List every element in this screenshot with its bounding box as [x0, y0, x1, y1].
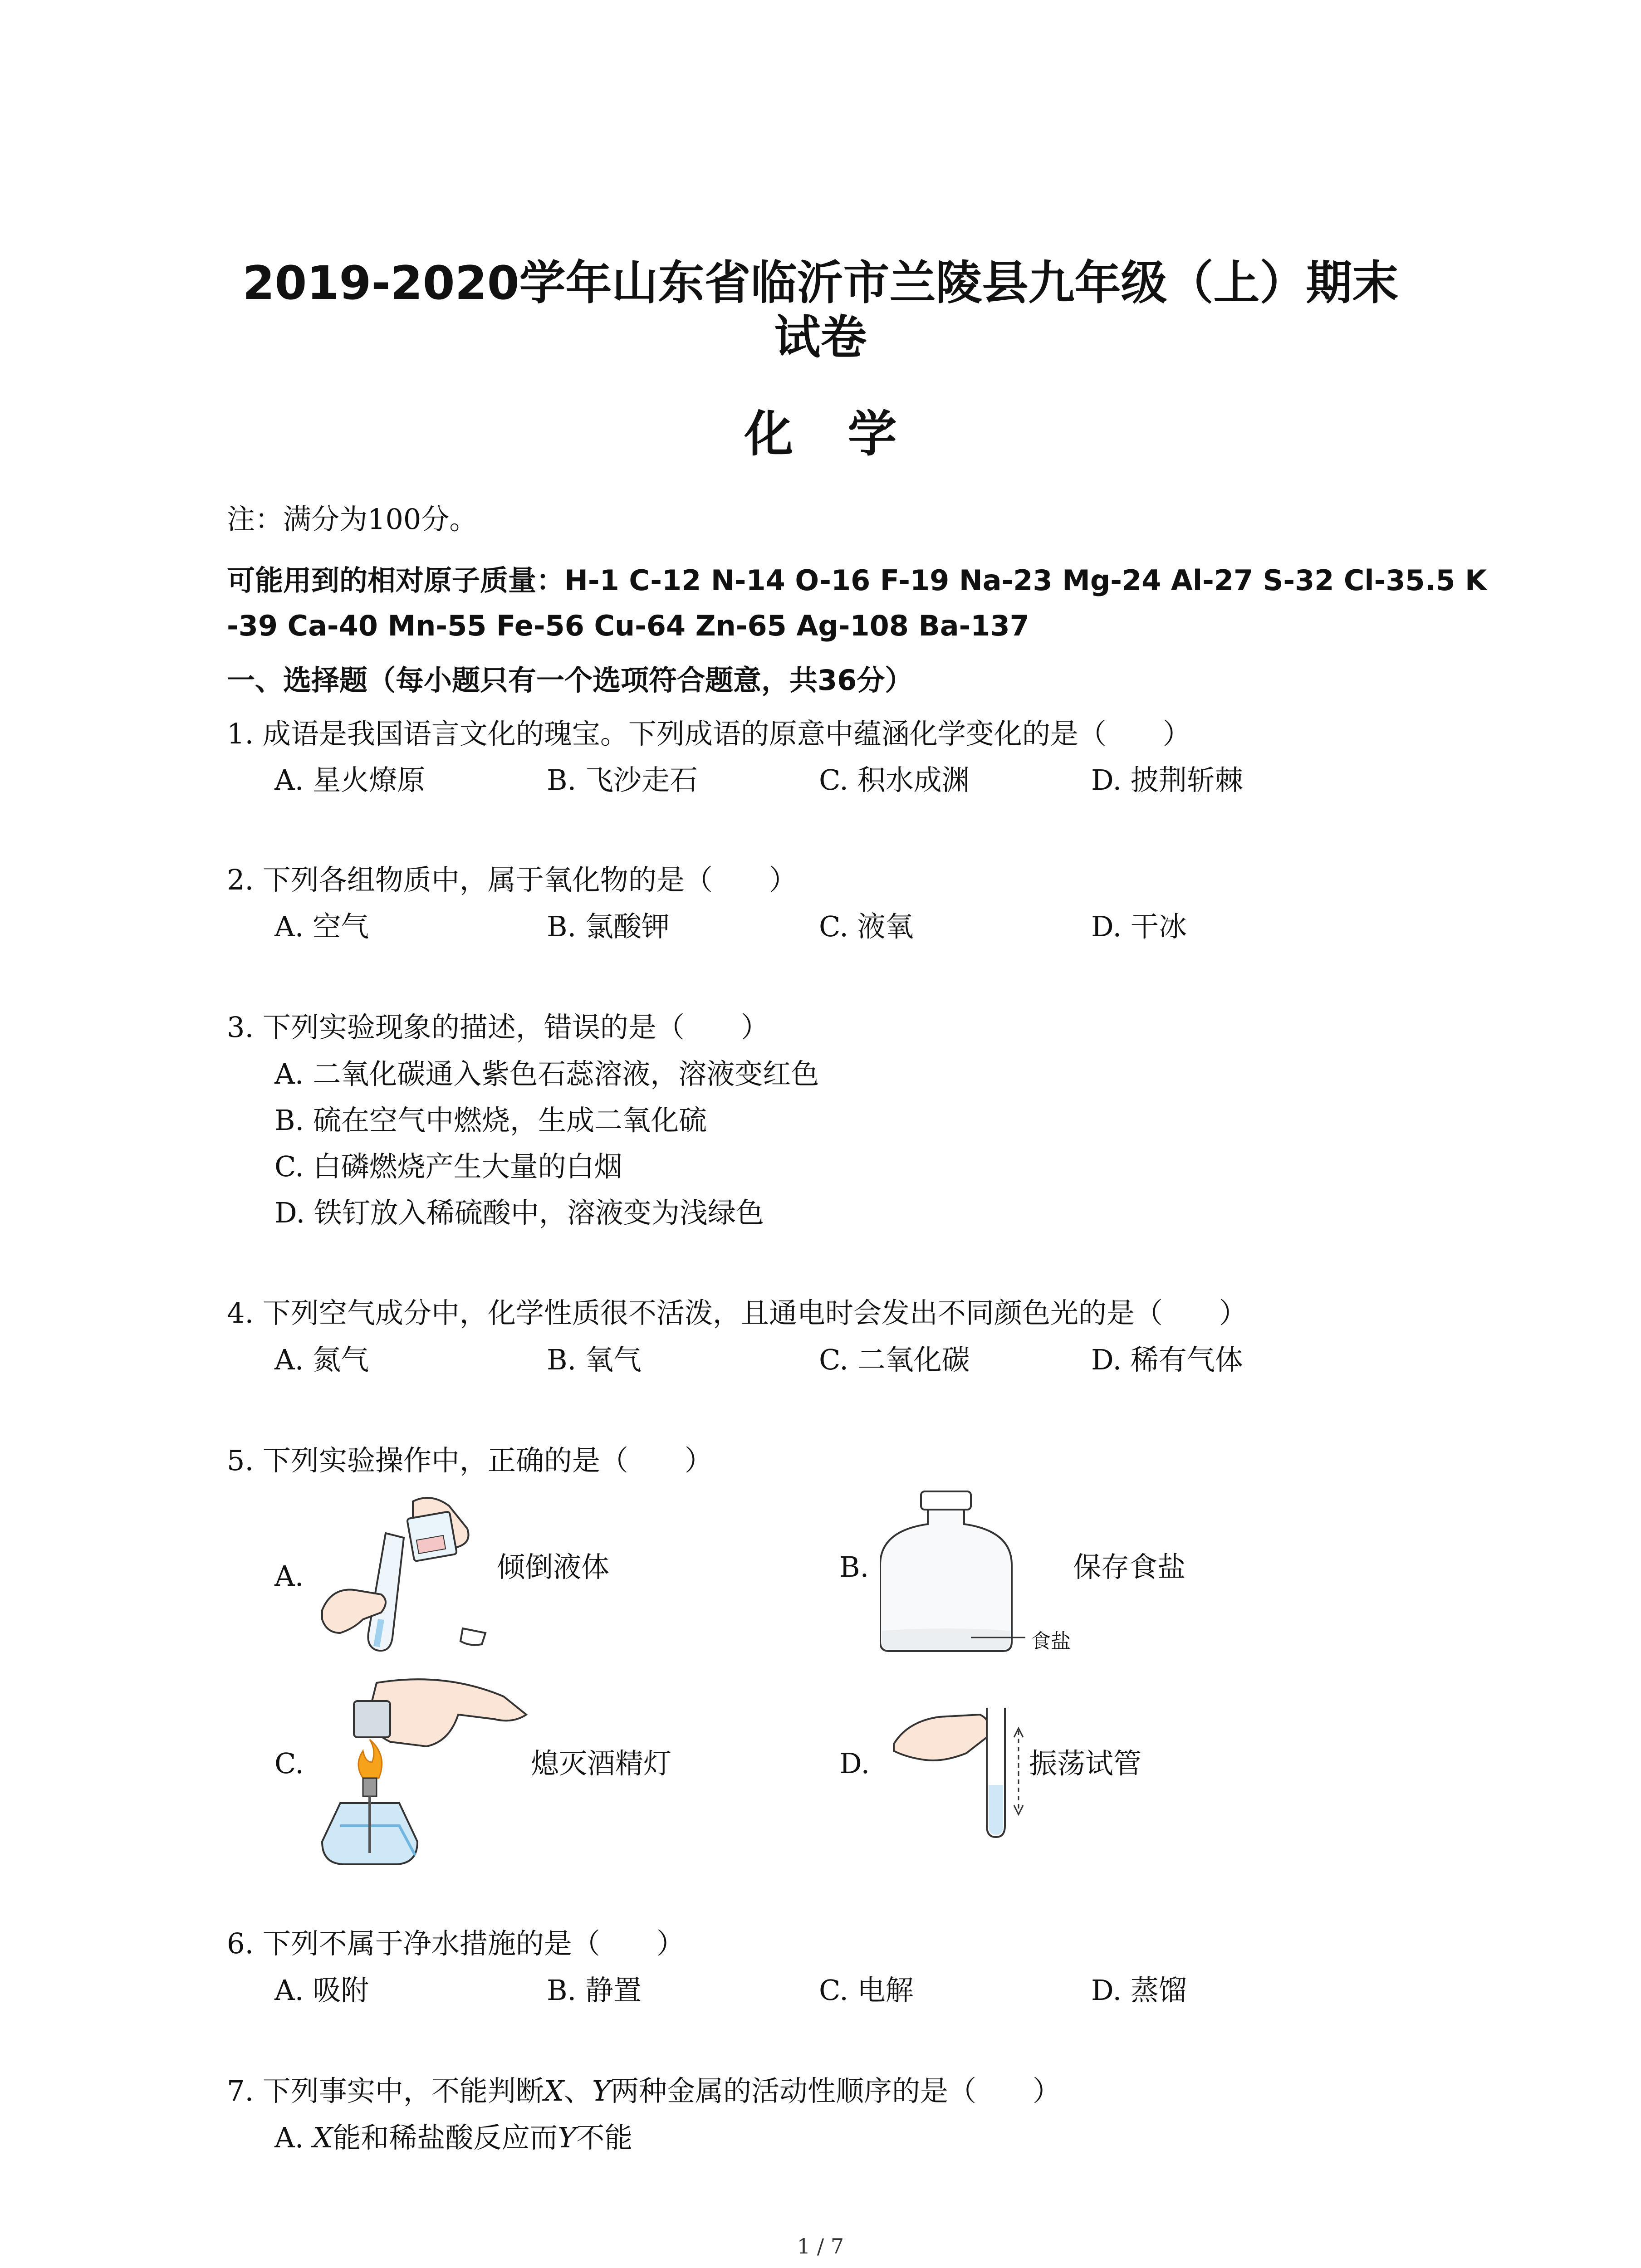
- q7-option-a: A. X能和稀盐酸反应而Y不能: [274, 2121, 633, 2154]
- q2-option-c: C. 液氧: [819, 910, 914, 943]
- q3-option-d: D. 铁钉放入稀硫酸中，溶液变为浅绿色: [274, 1196, 764, 1229]
- q5-option-c: C.: [274, 1747, 304, 1780]
- q6-option-d: D. 蒸馏: [1091, 1974, 1187, 2007]
- atomic-mass-line1: 可能用到的相对原子质量：H-1 C-12 N-14 O-16 F-19 Na-23 Mg-24 Al-27 S-32 Cl-35.5 K: [227, 564, 1487, 597]
- q3-option-a: A. 二氧化碳通入紫色石蕊溶液，溶液变红色: [274, 1057, 819, 1090]
- question-6-stem: 6. 下列不属于净水措施的是（ ）: [227, 1927, 685, 1960]
- score-note: 注：满分为100分。: [227, 503, 478, 536]
- q1-option-b: B. 飞沙走石: [547, 763, 698, 797]
- pour-liquid-figure: [313, 1483, 504, 1674]
- q5-caption-b: 保存食盐: [1073, 1550, 1186, 1584]
- page-number: 1 / 7: [797, 2234, 844, 2258]
- question-5-stem: 5. 下列实验操作中，正确的是（ ）: [227, 1444, 713, 1477]
- alcohol-lamp-figure: [313, 1674, 535, 1873]
- q3-option-c: C. 白磷燃烧产生大量的白烟: [274, 1150, 622, 1183]
- exam-title-line1: 2019-2020学年山东省临沂市兰陵县九年级（上）期末: [242, 256, 1399, 310]
- q2-option-b: B. 氯酸钾: [547, 910, 670, 943]
- question-1-stem: 1. 成语是我国语言文化的瑰宝。下列成语的原意中蕴涵化学变化的是（ ）: [227, 717, 1191, 750]
- q5-caption-a: 倾倒液体: [497, 1550, 610, 1584]
- q6-option-b: B. 静置: [547, 1974, 642, 2007]
- question-4-stem: 4. 下列空气成分中，化学性质很不活泼，且通电时会发出不同颜色光的是（ ）: [227, 1296, 1247, 1330]
- q4-option-a: A. 氮气: [274, 1343, 369, 1376]
- question-2-stem: 2. 下列各组物质中，属于氧化物的是（ ）: [227, 863, 797, 896]
- section-heading: 一、选择题（每小题只有一个选项符合题意，共36分）: [227, 664, 913, 697]
- q4-option-b: B. 氧气: [547, 1343, 642, 1376]
- salt-label: 食盐: [1031, 1630, 1071, 1653]
- q6-option-c: C. 电解: [819, 1974, 914, 2007]
- subject-heading: 化学: [744, 406, 951, 463]
- q5-option-a: A.: [274, 1559, 304, 1593]
- q2-option-d: D. 干冰: [1091, 910, 1187, 943]
- q1-option-a: A. 星火燎原: [274, 763, 426, 797]
- atomic-mass-line2: -39 Ca-40 Mn-55 Fe-56 Cu-64 Zn-65 Ag-108 Ba-137: [227, 609, 1029, 642]
- q5-option-b: B.: [839, 1550, 869, 1584]
- q1-option-c: C. 积水成渊: [819, 763, 970, 797]
- question-3-stem: 3. 下列实验现象的描述，错误的是（ ）: [227, 1011, 769, 1044]
- q5-caption-c: 熄灭酒精灯: [531, 1747, 672, 1780]
- q5-option-d: D.: [839, 1747, 870, 1780]
- q1-option-d: D. 披荆斩棘: [1091, 763, 1243, 797]
- q5-caption-d: 振荡试管: [1029, 1747, 1142, 1780]
- exam-title-line2: 试卷: [774, 311, 867, 365]
- q6-option-a: A. 吸附: [274, 1974, 369, 2007]
- q3-option-b: B. 硫在空气中燃烧，生成二氧化硫: [274, 1104, 707, 1137]
- q4-option-c: C. 二氧化碳: [819, 1343, 970, 1376]
- question-7-stem: 7. 下列事实中，不能判断X、Y两种金属的活动性顺序的是（ ）: [227, 2074, 1061, 2107]
- shake-test-tube-figure: [889, 1694, 1034, 1844]
- q2-option-a: A. 空气: [274, 910, 369, 943]
- q4-option-d: D. 稀有气体: [1091, 1343, 1243, 1376]
